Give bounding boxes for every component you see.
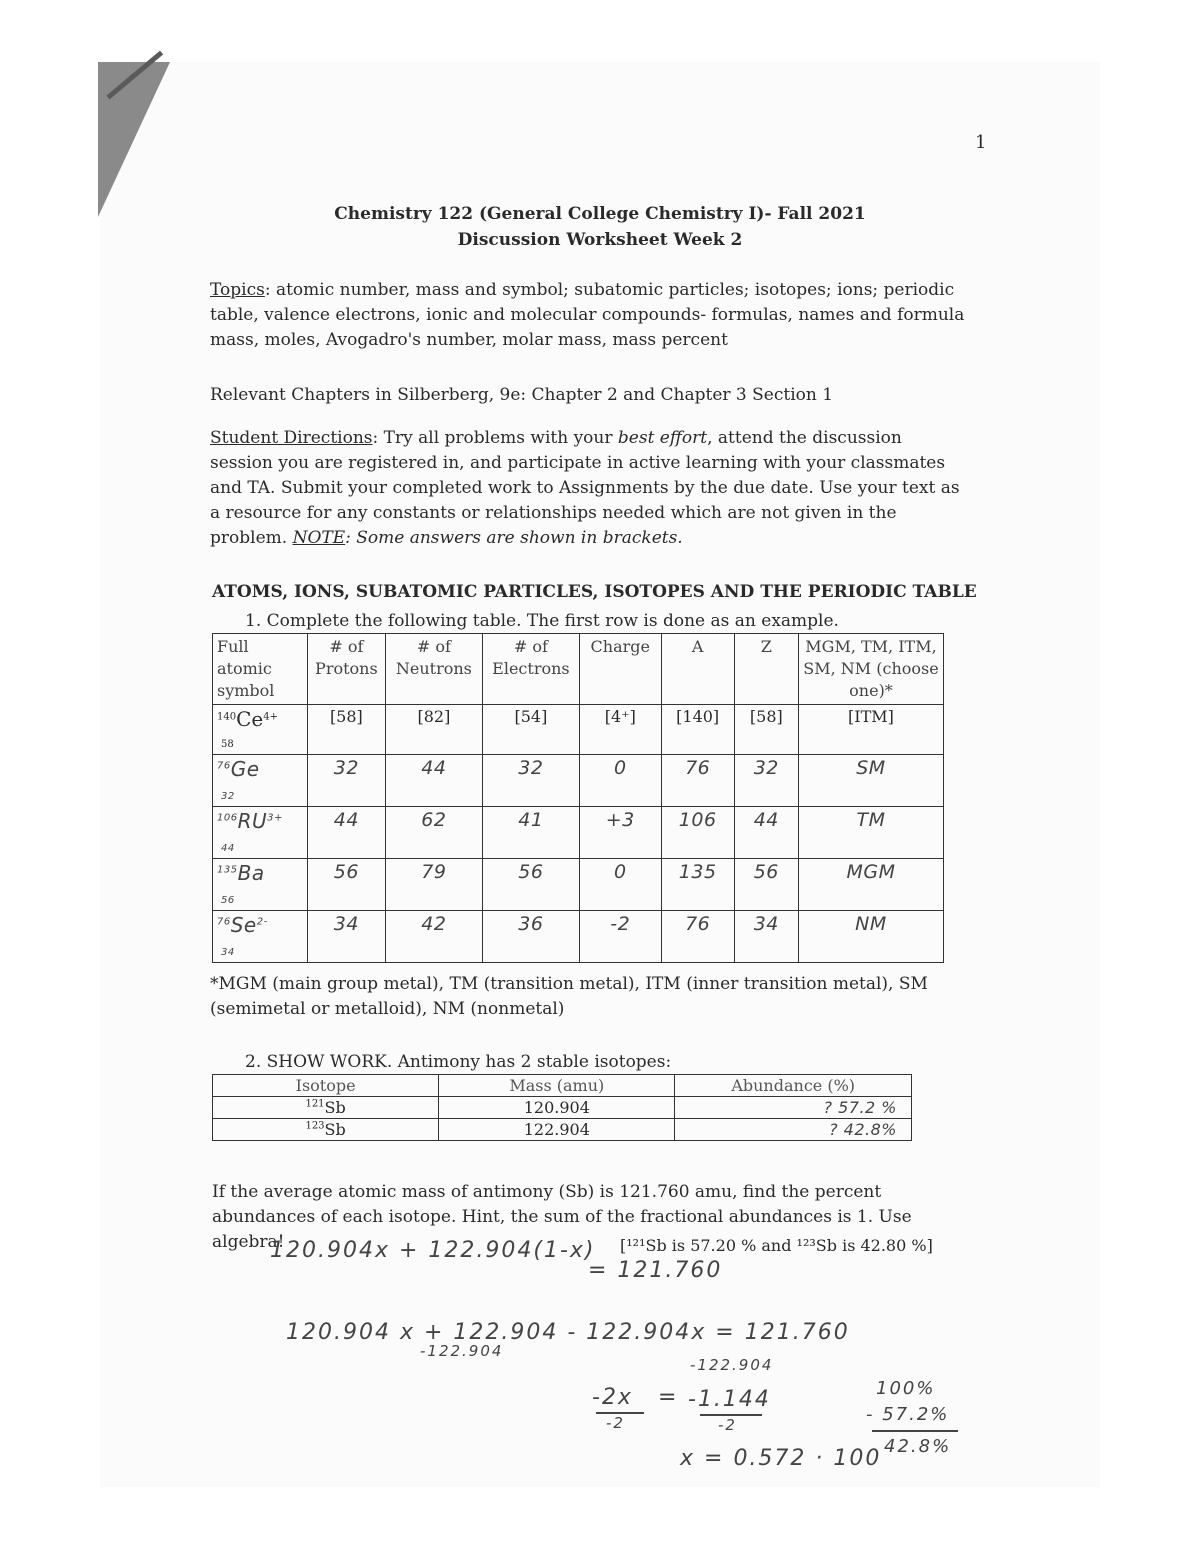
question-2-prompt: 2. SHOW WORK. Antimony has 2 stable isotopes: xyxy=(245,1052,672,1072)
directions-note-label: NOTE xyxy=(292,528,346,548)
electrons-cell: 32 xyxy=(482,755,579,807)
ion-charge: 3+ xyxy=(267,812,283,824)
topics-label: Topics xyxy=(210,280,265,300)
electrons-cell: 56 xyxy=(482,859,579,911)
protons-cell: 56 xyxy=(307,859,385,911)
neutrons-cell: 62 xyxy=(385,807,482,859)
atomic-symbol-cell xyxy=(213,705,308,755)
isotope-mass-number: 121 xyxy=(305,1098,325,1110)
col-protons: # of Protons xyxy=(307,634,385,705)
a-cell: [140] xyxy=(661,705,734,755)
atomic-number: 44 xyxy=(221,843,235,854)
protons-cell: [58] xyxy=(307,705,385,755)
classification-cell: [ITM] xyxy=(798,705,943,755)
a-cell: 76 xyxy=(661,755,734,807)
topics-paragraph xyxy=(210,278,970,353)
mass-number: 140 xyxy=(217,711,237,723)
charge-cell: +3 xyxy=(579,807,661,859)
handwritten-lhs: -2x xyxy=(592,1385,633,1410)
isotope-element: Sb xyxy=(324,1120,346,1139)
protons-cell: 44 xyxy=(307,807,385,859)
neutrons-cell: 44 xyxy=(385,755,482,807)
handwritten-subtract-left: -122.904 xyxy=(420,1342,504,1360)
col-electrons: # of Electrons xyxy=(482,634,579,705)
handwritten-subtract-right: -122.904 xyxy=(690,1356,774,1374)
z-cell: 34 xyxy=(734,911,798,963)
z-cell: 56 xyxy=(734,859,798,911)
handwritten-denominator-left: -2 xyxy=(606,1414,625,1432)
col-isotope: Isotope xyxy=(213,1075,439,1097)
electrons-cell: 36 xyxy=(482,911,579,963)
col-full-atomic-symbol: Full atomic symbol xyxy=(213,634,308,705)
abundance-cell xyxy=(675,1119,912,1141)
table-row xyxy=(213,859,944,911)
col-a: A xyxy=(661,634,734,705)
bracketed-answer: [¹²¹Sb is 57.20 % and ¹²³Sb is 42.80 %] xyxy=(620,1236,933,1255)
handwritten-percent-123: 42.8% xyxy=(884,1436,952,1457)
z-cell: 44 xyxy=(734,807,798,859)
atomic-number: 34 xyxy=(221,947,235,958)
worksheet-subtitle: Discussion Worksheet Week 2 xyxy=(457,230,743,250)
element-symbol: RU xyxy=(237,809,268,833)
mass-cell: 120.904 xyxy=(439,1097,675,1119)
handwritten-equation-1: 120.904x + 122.904(1-x) xyxy=(270,1238,596,1263)
col-z: Z xyxy=(734,634,798,705)
classification-cell: MGM xyxy=(798,859,943,911)
isotope-cell xyxy=(213,1097,439,1119)
a-cell: 135 xyxy=(661,859,734,911)
handwritten-equation-1-result: = 121.760 xyxy=(588,1258,723,1283)
col-neutrons: # of Neutrons xyxy=(385,634,482,705)
table-row xyxy=(213,807,944,859)
table-row xyxy=(213,755,944,807)
handwritten-equation-2: 120.904 x + 122.904 - 122.904x = 121.760 xyxy=(286,1320,850,1345)
handwritten-denominator-right: -2 xyxy=(718,1416,737,1434)
abundance-cell xyxy=(675,1097,912,1119)
handwritten-result: x = 0.572 · 100 xyxy=(680,1446,882,1471)
isotope-mass-number: 123 xyxy=(305,1120,325,1132)
section-heading: ATOMS, IONS, SUBATOMIC PARTICLES, ISOTOPES AND THE PERIODIC TABLE xyxy=(212,582,977,602)
charge-cell: -2 xyxy=(579,911,661,963)
atomic-number: 58 xyxy=(221,739,234,750)
table-row xyxy=(213,1097,912,1119)
question-2-text: If the average atomic mass of antimony (Sb) is 121.760 amu, find the percent abundances of each isotope. Hint, the sum of the fractional abundances is 1. Use algebra! xyxy=(212,1182,912,1252)
atomic-number: 56 xyxy=(221,895,235,906)
directions-text-2: , attend the discussion session you are registered in, and participate in active learning with your classmates and TA. Submit your completed work to Assignments by the due date. Use your text as a resource for any constants or relationships needed which are not given in the problem. xyxy=(210,428,960,548)
abundance-value: ? 57.2 % xyxy=(823,1098,897,1117)
element-symbol: Se xyxy=(230,913,257,937)
ion-charge: 2- xyxy=(256,916,268,928)
directions-text-1: : Try all problems with your xyxy=(372,428,618,448)
electrons-cell: 41 xyxy=(482,807,579,859)
handwritten-equals: = xyxy=(658,1385,679,1410)
ion-charge: 4+ xyxy=(263,711,278,723)
z-cell: 32 xyxy=(734,755,798,807)
mass-number: 135 xyxy=(217,864,238,876)
atomic-symbol-cell xyxy=(213,911,308,963)
neutrons-cell: 79 xyxy=(385,859,482,911)
electrons-cell: [54] xyxy=(482,705,579,755)
directions-note-text: : Some answers are shown in brackets. xyxy=(345,528,683,548)
mass-number: 76 xyxy=(217,916,231,928)
charge-cell: [4⁺] xyxy=(579,705,661,755)
protons-cell: 32 xyxy=(307,755,385,807)
a-cell: 76 xyxy=(661,911,734,963)
page-number: 1 xyxy=(975,132,987,153)
subtraction-line xyxy=(872,1430,958,1432)
handwritten-rhs: -1.144 xyxy=(688,1387,771,1412)
classification-footnote: *MGM (main group metal), TM (transition metal), ITM (inner transition metal), SM (semimetal or metalloid), NM (nonmetal) xyxy=(210,974,928,1019)
handwritten-percent-121: - 57.2% xyxy=(866,1404,950,1425)
directions-best-effort: best effort xyxy=(617,428,708,448)
mass-cell: 122.904 xyxy=(439,1119,675,1141)
classification-cell: SM xyxy=(798,755,943,807)
atomic-symbol-cell xyxy=(213,807,308,859)
directions-paragraph xyxy=(210,426,970,551)
neutrons-cell: [82] xyxy=(385,705,482,755)
charge-cell: 0 xyxy=(579,859,661,911)
atomic-symbol-cell xyxy=(213,755,308,807)
element-symbol: Ce xyxy=(236,707,264,731)
table-row xyxy=(213,705,944,755)
handwritten-percent-total: 100% xyxy=(876,1378,936,1399)
folded-corner xyxy=(98,62,170,217)
table-row xyxy=(213,1119,912,1141)
classification-cell: NM xyxy=(798,911,943,963)
directions-label: Student Directions xyxy=(210,428,373,448)
col-mass: Mass (amu) xyxy=(439,1075,675,1097)
isotope-cell xyxy=(213,1119,439,1141)
chapters-paragraph: Relevant Chapters in Silberberg, 9e: Chapter 2 and Chapter 3 Section 1 xyxy=(210,385,834,405)
col-charge: Charge xyxy=(579,634,661,705)
col-abundance: Abundance (%) xyxy=(675,1075,912,1097)
table-header-row xyxy=(213,634,944,705)
a-cell: 106 xyxy=(661,807,734,859)
mass-number: 106 xyxy=(217,812,238,824)
worksheet-title: Chemistry 122 (General College Chemistry I)- Fall 2021 xyxy=(334,204,866,224)
topics-text: : atomic number, mass and symbol; subatomic particles; isotopes; ions; periodic table, valence electrons, ionic and molecular compounds- formulas, names and formula mass, moles, Avogadro's number, molar mass, mass percent xyxy=(210,280,965,350)
charge-cell: 0 xyxy=(579,755,661,807)
element-symbol: Ba xyxy=(237,861,265,885)
isotope-table xyxy=(212,633,944,963)
table-row xyxy=(213,911,944,963)
atomic-number: 32 xyxy=(221,791,235,802)
col-classification: MGM, TM, ITM, SM, NM (choose one)* xyxy=(798,634,943,705)
z-cell: [58] xyxy=(734,705,798,755)
mass-number: 76 xyxy=(217,760,231,772)
protons-cell: 34 xyxy=(307,911,385,963)
abundance-value: ? 42.8% xyxy=(829,1120,897,1139)
antimony-isotope-table xyxy=(212,1074,912,1141)
isotope-element: Sb xyxy=(324,1098,346,1117)
element-symbol: Ge xyxy=(230,757,260,781)
classification-cell: TM xyxy=(798,807,943,859)
neutrons-cell: 42 xyxy=(385,911,482,963)
atomic-symbol-cell xyxy=(213,859,308,911)
question-1-prompt: 1. Complete the following table. The first row is done as an example. xyxy=(245,611,839,631)
table-header-row xyxy=(213,1075,912,1097)
